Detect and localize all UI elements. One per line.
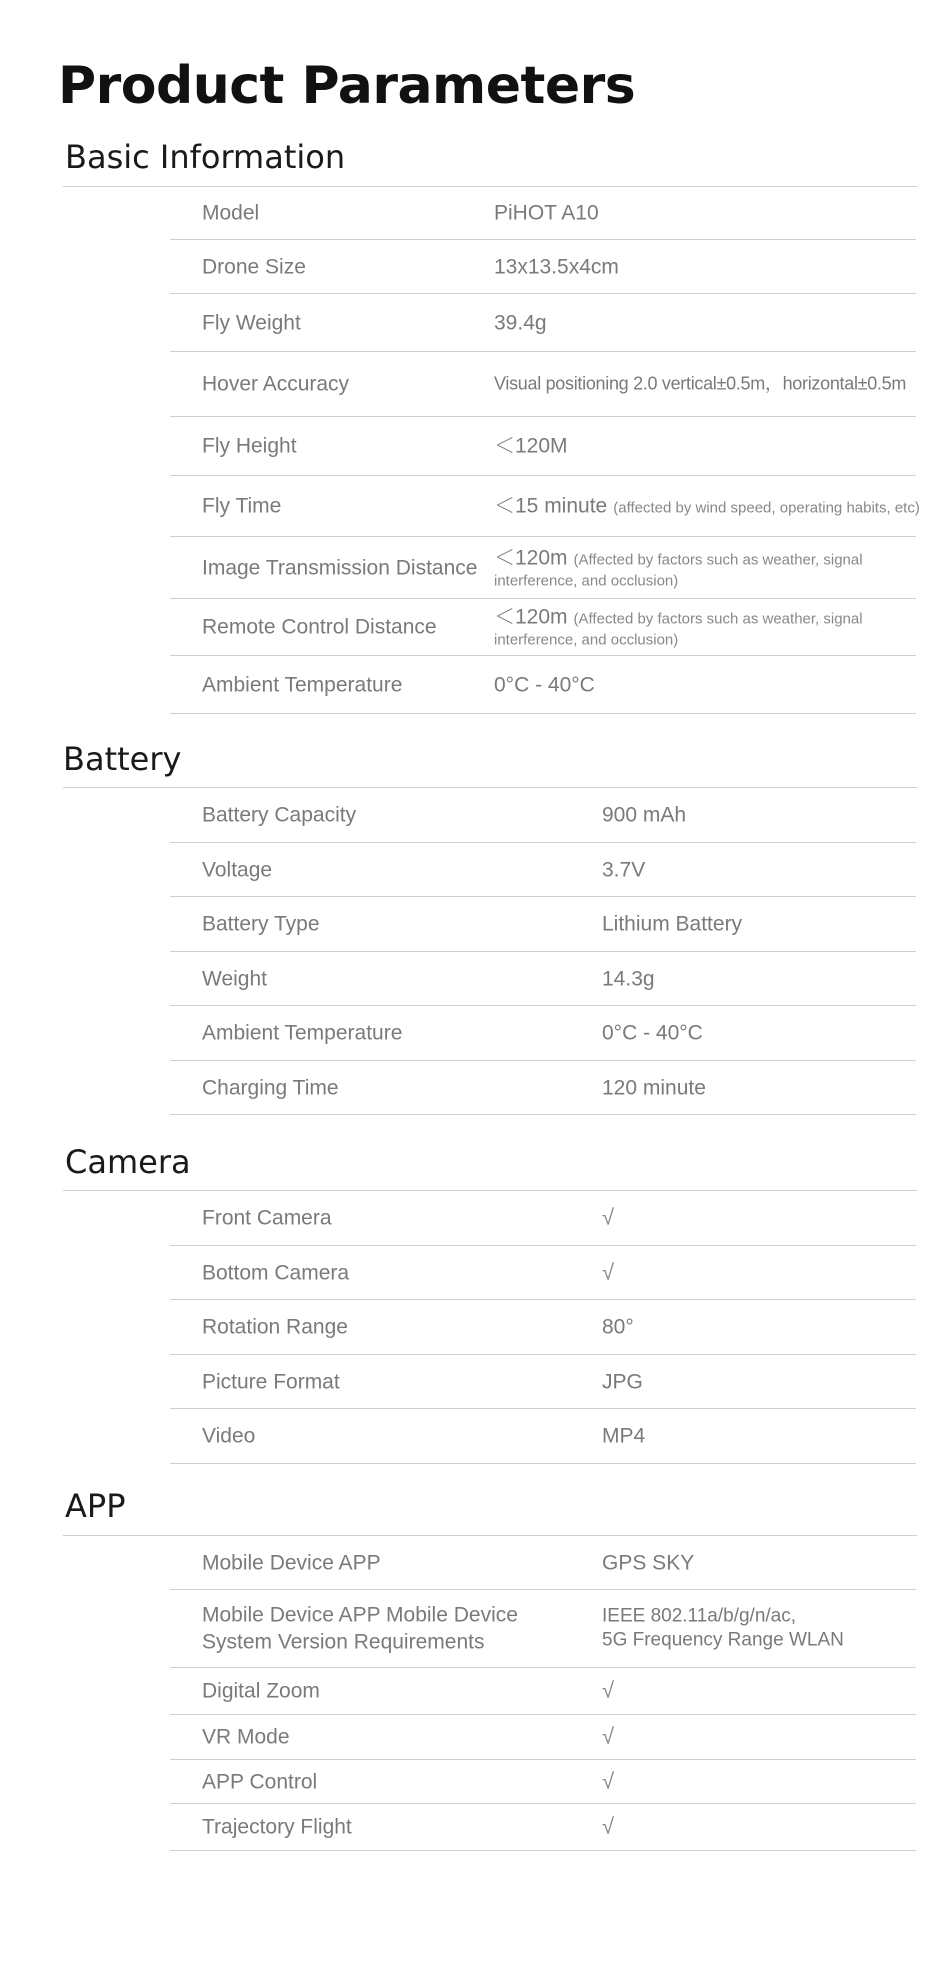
param-label: Battery Capacity xyxy=(202,803,357,827)
param-value-note-continued: interference, and occlusion) xyxy=(494,572,679,590)
param-label-line: Mobile Device APP Mobile Device xyxy=(202,1603,518,1627)
param-value: 13x13.5x4cm xyxy=(494,254,619,278)
param-label: Drone Size xyxy=(202,254,306,278)
param-row-bottom-camera xyxy=(170,1246,916,1300)
param-value: GPS SKY xyxy=(602,1550,695,1574)
param-value: 39.4g xyxy=(494,310,547,334)
param-row-ambient-temperature xyxy=(170,656,916,714)
param-value-main: ＜120m xyxy=(494,605,568,629)
param-value-main: ＜120m xyxy=(494,546,568,570)
param-value xyxy=(494,544,863,591)
param-value-line: 5G Frequency Range WLAN xyxy=(602,1629,844,1651)
param-label: Video xyxy=(202,1424,256,1448)
param-row-charging-time xyxy=(170,1061,916,1115)
param-label: Front Camera xyxy=(202,1206,332,1230)
section-title-battery: Battery xyxy=(63,740,182,778)
param-row-fly-time xyxy=(170,476,920,537)
param-label: Fly Time xyxy=(202,494,282,518)
param-value: 120 minute xyxy=(602,1075,706,1099)
param-label: Hover Accuracy xyxy=(202,372,350,396)
param-value: 900 mAh xyxy=(602,803,687,827)
param-row-weight xyxy=(170,952,916,1006)
param-row-remote-control-distance xyxy=(170,599,916,656)
param-value: PiHOT A10 xyxy=(494,201,599,225)
param-row-image-transmission-distance xyxy=(170,537,916,599)
section-title-basic-information: Basic Information xyxy=(65,138,346,176)
param-label: APP Control xyxy=(202,1769,318,1793)
param-label: Rotation Range xyxy=(202,1315,348,1339)
param-value-note-continued: interference, and occlusion) xyxy=(494,631,679,649)
param-label: Image Transmission Distance xyxy=(202,555,478,579)
param-row-system-version-requirements xyxy=(170,1590,916,1668)
param-label-line: System Version Requirements xyxy=(202,1630,485,1654)
param-value: Visual positioning 2.0 vertical±0.5m，horizontal±0.5m xyxy=(494,373,907,394)
param-row-digital-zoom xyxy=(170,1668,916,1715)
checkmark-icon: √ xyxy=(602,1813,615,1839)
param-row-front-camera xyxy=(170,1191,916,1246)
param-row-drone-size xyxy=(170,240,916,294)
param-value xyxy=(494,604,863,651)
section-title-app: APP xyxy=(65,1487,126,1525)
param-row-rotation-range xyxy=(170,1300,916,1355)
param-value: 80° xyxy=(602,1315,634,1339)
param-row-battery-type xyxy=(170,897,916,952)
param-label xyxy=(202,1601,518,1656)
param-value-note: (Affected by factors such as weather, signal xyxy=(573,551,863,569)
param-row-battery-capacity xyxy=(170,788,916,843)
param-value-main: ＜15 minute xyxy=(494,494,608,518)
param-value xyxy=(602,1604,844,1653)
param-label: Bottom Camera xyxy=(202,1260,350,1284)
param-value-note: (Affected by factors such as weather, signal xyxy=(573,610,863,628)
param-value: 3.7V xyxy=(602,857,646,881)
param-label: VR Mode xyxy=(202,1725,290,1749)
param-value: 14.3g xyxy=(602,966,655,990)
param-row-app-control xyxy=(170,1760,916,1804)
param-row-fly-height xyxy=(170,417,916,476)
param-value: 0°C - 40°C xyxy=(602,1021,703,1045)
param-row-fly-weight xyxy=(170,294,916,352)
param-row-picture-format xyxy=(170,1355,916,1409)
param-label: Digital Zoom xyxy=(202,1679,320,1703)
param-value: Lithium Battery xyxy=(602,912,743,936)
param-value: ＜120M xyxy=(494,434,568,458)
param-value-line: IEEE 802.11a/b/g/n/ac, xyxy=(602,1604,797,1626)
param-label: Mobile Device APP xyxy=(202,1550,381,1574)
param-label: Weight xyxy=(202,966,267,990)
param-value xyxy=(494,492,920,519)
param-value: MP4 xyxy=(602,1424,646,1448)
param-label: Fly Height xyxy=(202,434,297,458)
checkmark-icon: √ xyxy=(602,1768,615,1794)
param-value-note: (affected by wind speed, operating habits, etc) xyxy=(613,499,920,517)
param-value: JPG xyxy=(602,1369,643,1393)
param-row-mobile-device-app xyxy=(170,1536,916,1590)
param-label: Ambient Temperature xyxy=(202,672,403,696)
section-title-camera: Camera xyxy=(65,1143,191,1181)
param-row-vr-mode xyxy=(170,1715,916,1760)
param-label: Ambient Temperature xyxy=(202,1021,403,1045)
param-row-hover-accuracy xyxy=(170,352,916,417)
checkmark-icon: √ xyxy=(602,1204,615,1230)
param-row-voltage xyxy=(170,843,916,897)
param-label: Battery Type xyxy=(202,912,320,936)
param-row-ambient-temperature xyxy=(170,1006,916,1061)
param-label: Trajectory Flight xyxy=(202,1815,352,1839)
param-row-video xyxy=(170,1409,916,1464)
checkmark-icon: √ xyxy=(602,1259,615,1285)
param-value: 0°C - 40°C xyxy=(494,672,595,696)
checkmark-icon: √ xyxy=(602,1677,615,1703)
param-label: Fly Weight xyxy=(202,310,301,334)
param-row-trajectory-flight xyxy=(170,1804,916,1851)
param-label: Picture Format xyxy=(202,1369,340,1393)
param-label: Voltage xyxy=(202,857,273,881)
param-label: Remote Control Distance xyxy=(202,615,437,639)
checkmark-icon: √ xyxy=(602,1723,615,1749)
param-label: Charging Time xyxy=(202,1075,339,1099)
param-row-model xyxy=(170,187,916,240)
param-label: Model xyxy=(202,201,260,225)
page-title: Product Parameters xyxy=(58,56,636,116)
